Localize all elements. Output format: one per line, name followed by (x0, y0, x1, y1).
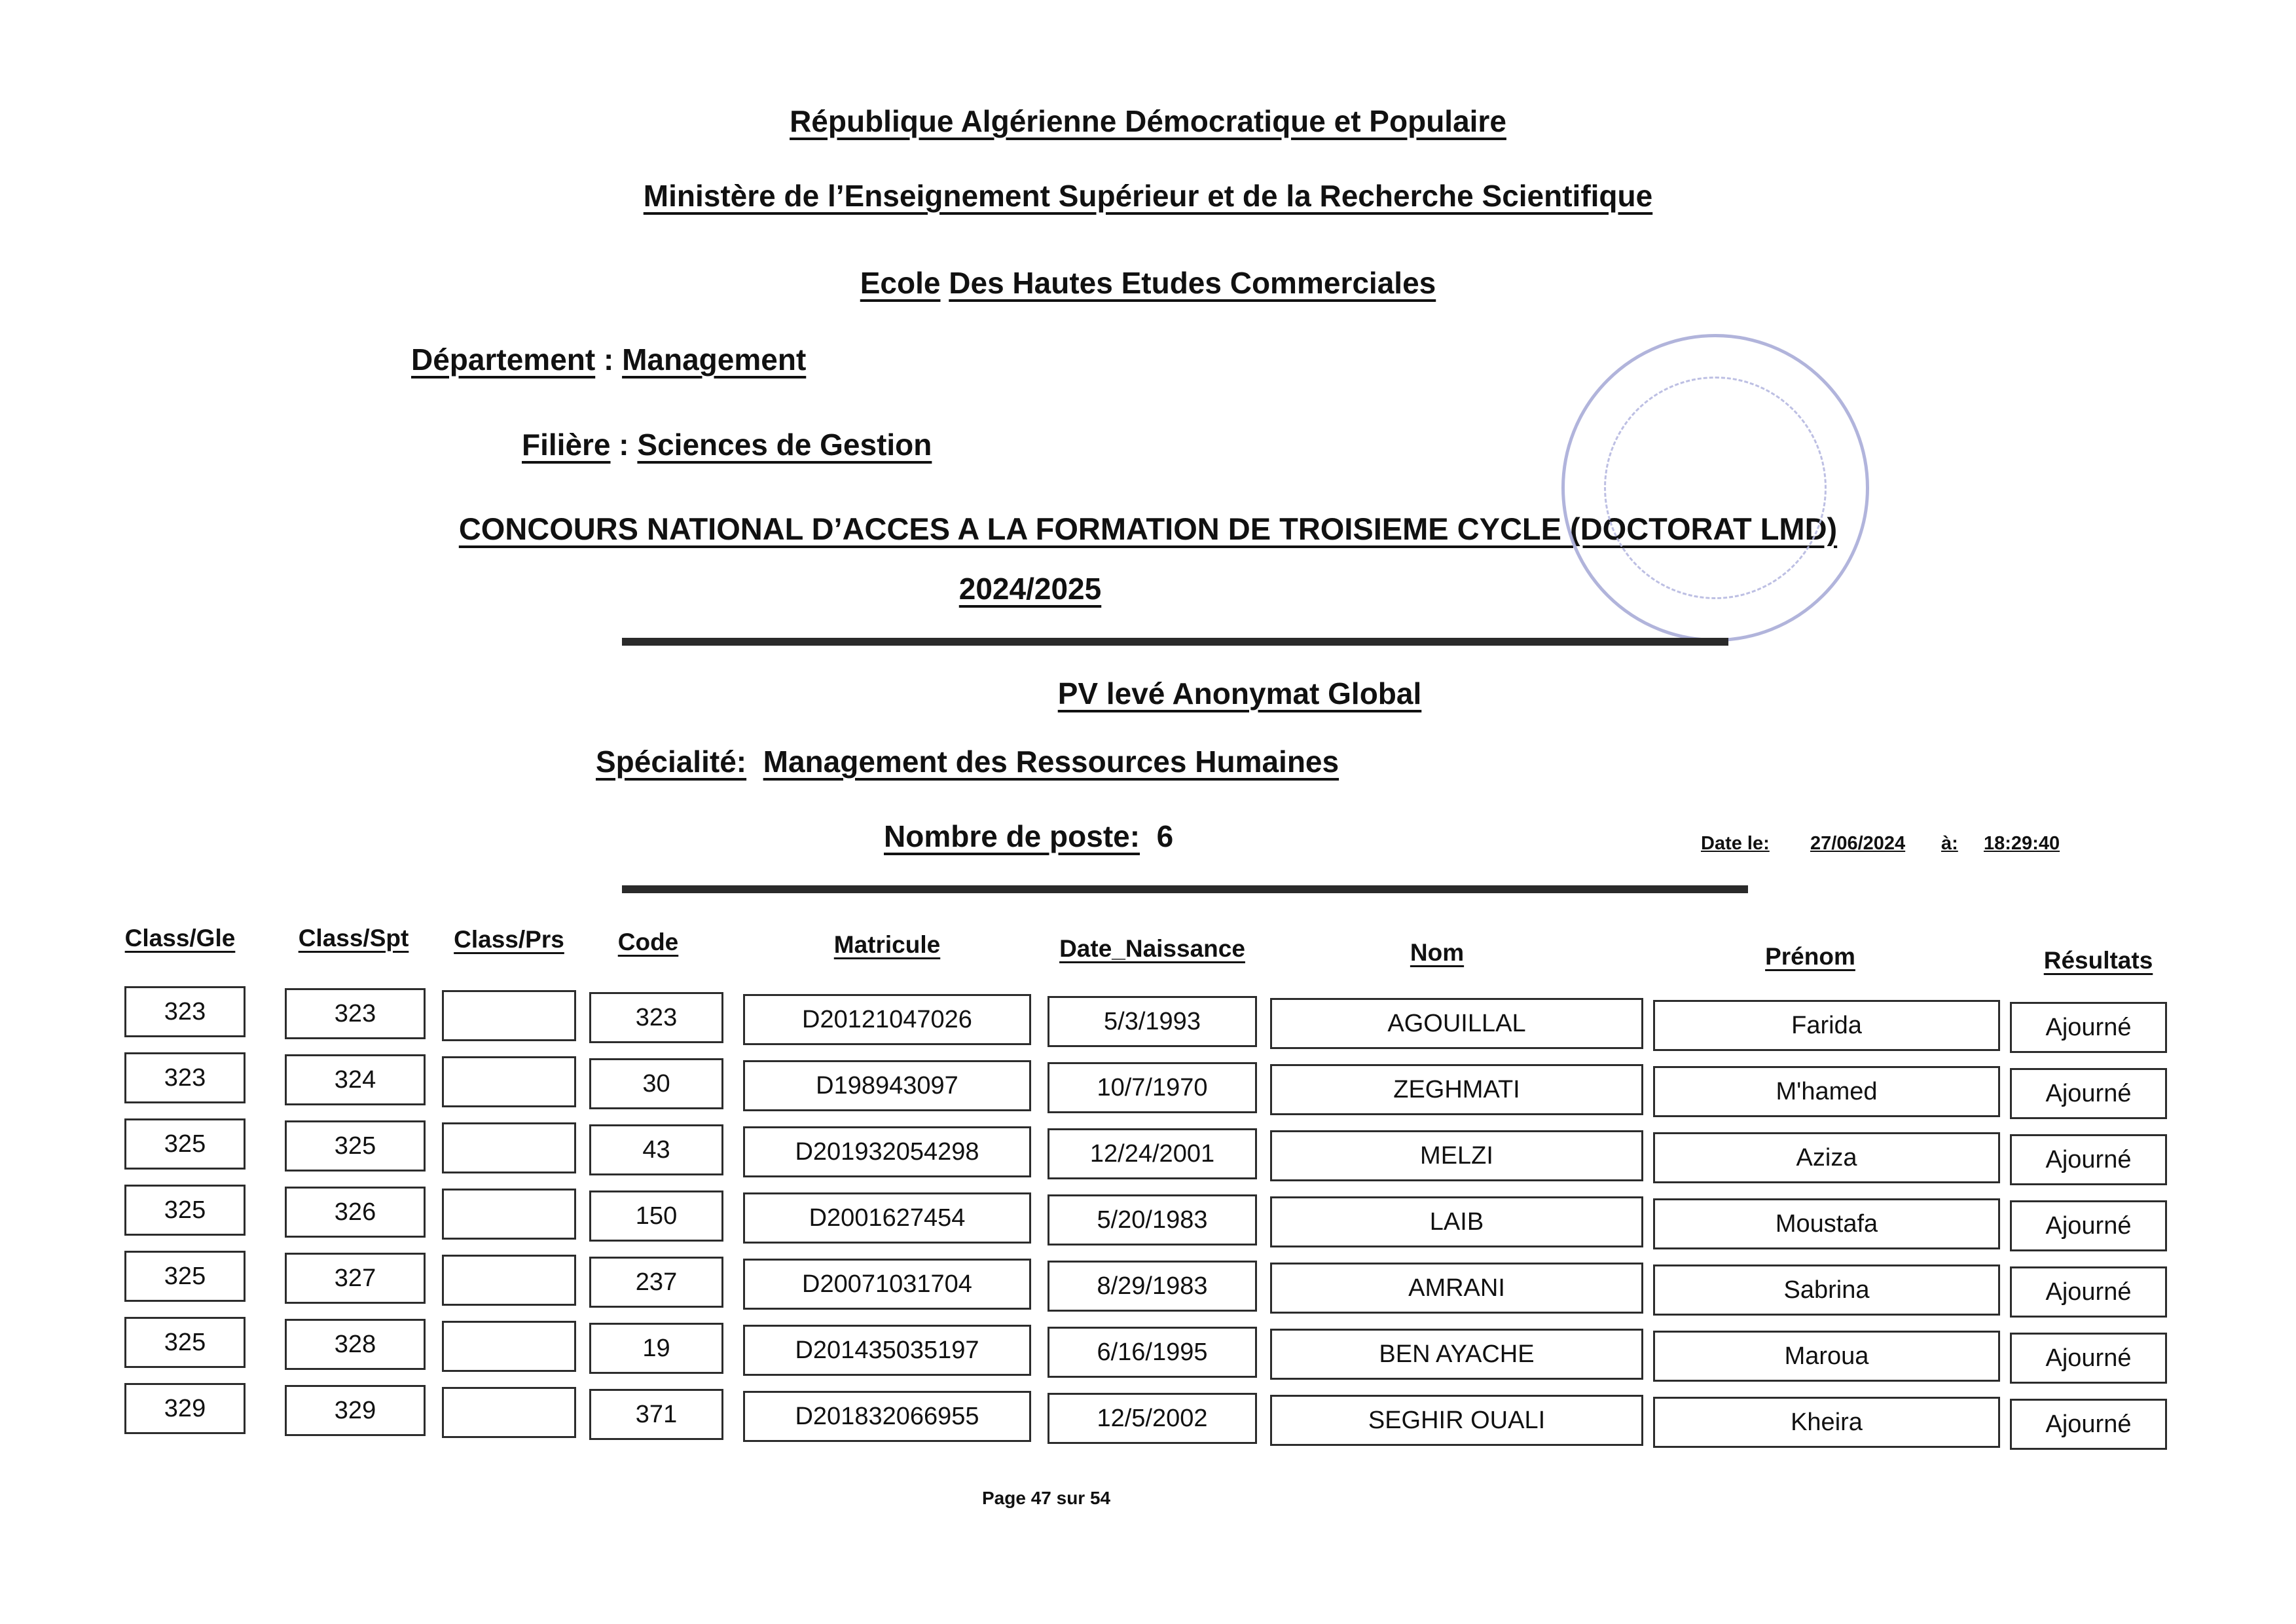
cell-nom: ZEGHMATI (1270, 1064, 1643, 1115)
cell-code: 323 (589, 992, 723, 1043)
cell-matricule: D20071031704 (743, 1259, 1031, 1310)
cell-nom: SEGHIR OUALI (1270, 1395, 1643, 1446)
cell-class-prs (442, 1321, 576, 1372)
cell-class-prs (442, 1056, 576, 1107)
cell-matricule: D201435035197 (743, 1325, 1031, 1376)
cell-date-naissance: 12/5/2002 (1048, 1393, 1257, 1444)
cell-class-spt: 325 (285, 1120, 426, 1172)
cell-class-prs (442, 1189, 576, 1240)
cell-class-prs (442, 990, 576, 1041)
contest-text: CONCOURS NATIONAL D’ACCES A LA FORMATION DE TROISIEME CYCLE (DOCTORAT LMD) (458, 511, 1838, 546)
contest-title (0, 511, 2296, 547)
pv-title-text: PV levé Anonymat Global (1057, 676, 1422, 710)
department-colon: : (603, 342, 614, 377)
cell-date-naissance: 8/29/1983 (1048, 1261, 1257, 1312)
cell-class-gle: 325 (124, 1251, 246, 1302)
column-header-class-spt: Class/Spt (298, 925, 409, 951)
cell-code: 237 (589, 1257, 723, 1308)
column-header-matricule: Matricule (833, 931, 941, 958)
cell-code: 19 (589, 1323, 723, 1374)
school-title (0, 265, 2296, 301)
cell-code: 43 (589, 1124, 723, 1175)
cell-resultats: Ajourné (2010, 1068, 2167, 1119)
cell-code: 30 (589, 1058, 723, 1109)
column-header-class-gle: Class/Gle (124, 925, 236, 951)
cell-class-gle: 325 (124, 1317, 246, 1368)
cell-class-spt: 329 (285, 1385, 426, 1436)
cell-matricule: D198943097 (743, 1060, 1031, 1111)
cell-class-prs (442, 1122, 576, 1173)
time-value: 18:29:40 (1984, 833, 2060, 854)
column-header-class-prs: Class/Prs (454, 926, 564, 953)
cell-class-gle: 323 (124, 1052, 246, 1103)
department-value: Management (622, 342, 807, 377)
republic-title (0, 103, 2296, 139)
year-line (0, 571, 2178, 607)
filiere-label: Filière (522, 428, 611, 462)
header-divider (622, 638, 1728, 646)
cell-resultats: Ajourné (2010, 1333, 2167, 1384)
cell-class-spt: 328 (285, 1319, 426, 1370)
department-line (411, 342, 806, 377)
cell-prenom: Aziza (1653, 1132, 2000, 1183)
time-label: à: (1941, 833, 1958, 854)
cell-matricule: D2001627454 (743, 1192, 1031, 1244)
cell-resultats: Ajourné (2010, 1266, 2167, 1318)
school-label: Ecole (860, 266, 941, 300)
school-name: Des Hautes Etudes Commerciales (949, 266, 1436, 300)
cell-resultats: Ajourné (2010, 1200, 2167, 1251)
postes-label: Nombre de poste: (884, 819, 1140, 853)
cell-matricule: D20121047026 (743, 994, 1031, 1045)
filiere-colon: : (619, 428, 629, 462)
cell-class-prs (442, 1387, 576, 1438)
column-header-resultats: Résultats (2043, 947, 2153, 974)
cell-prenom: Sabrina (1653, 1264, 2000, 1316)
specialite-label: Spécialité: (596, 745, 747, 779)
ministry-text: Ministère de l’Enseignement Supérieur et de la Recherche Scientifique (643, 179, 1653, 213)
cell-nom: LAIB (1270, 1196, 1643, 1247)
page-number: Page 47 sur 54 (982, 1488, 1111, 1508)
cell-class-prs (442, 1255, 576, 1306)
cell-nom: MELZI (1270, 1130, 1643, 1181)
cell-code: 150 (589, 1190, 723, 1242)
cell-class-spt: 323 (285, 988, 426, 1039)
cell-matricule: D201832066955 (743, 1391, 1031, 1442)
cell-prenom: M'hamed (1653, 1066, 2000, 1117)
cell-date-naissance: 6/16/1995 (1048, 1327, 1257, 1378)
cell-class-spt: 324 (285, 1054, 426, 1105)
cell-class-spt: 326 (285, 1187, 426, 1238)
cell-matricule: D201932054298 (743, 1126, 1031, 1177)
specialite-line (596, 744, 1339, 779)
column-header-date-naissance: Date_Naissance (1059, 935, 1245, 962)
postes-value: 6 (1156, 819, 1174, 853)
column-header-prenom: Prénom (1765, 943, 1855, 970)
cell-class-gle: 329 (124, 1383, 246, 1434)
cell-date-naissance: 5/3/1993 (1048, 996, 1257, 1047)
cell-date-naissance: 10/7/1970 (1048, 1062, 1257, 1113)
republic-text: République Algérienne Démocratique et Populaire (790, 104, 1506, 138)
specialite-value: Management des Ressources Humaines (763, 745, 1339, 779)
cell-date-naissance: 12/24/2001 (1048, 1128, 1257, 1179)
cell-prenom: Kheira (1653, 1397, 2000, 1448)
filiere-value: Sciences de Gestion (637, 428, 932, 462)
cell-resultats: Ajourné (2010, 1134, 2167, 1185)
cell-prenom: Farida (1653, 1000, 2000, 1051)
pv-divider (622, 885, 1748, 893)
postes-line (884, 819, 1173, 854)
cell-resultats: Ajourné (2010, 1399, 2167, 1450)
cell-nom: AGOUILLAL (1270, 998, 1643, 1049)
cell-code: 371 (589, 1389, 723, 1440)
cell-prenom: Moustafa (1653, 1198, 2000, 1249)
cell-prenom: Maroua (1653, 1331, 2000, 1382)
cell-resultats: Ajourné (2010, 1002, 2167, 1053)
department-label: Département (411, 342, 596, 377)
filiere-line (522, 427, 932, 462)
year-text: 2024/2025 (958, 572, 1102, 606)
date-label: Date le: (1701, 833, 1770, 854)
date-value: 27/06/2024 (1810, 833, 1906, 854)
cell-class-gle: 325 (124, 1185, 246, 1236)
cell-class-spt: 327 (285, 1253, 426, 1304)
cell-nom: AMRANI (1270, 1263, 1643, 1314)
official-seal-icon (1561, 334, 1869, 642)
column-header-nom: Nom (1410, 939, 1465, 966)
cell-nom: BEN AYACHE (1270, 1329, 1643, 1380)
column-header-code: Code (617, 929, 679, 955)
ministry-title (0, 178, 2296, 214)
cell-date-naissance: 5/20/1983 (1048, 1194, 1257, 1246)
cell-class-gle: 323 (124, 986, 246, 1037)
pv-title (92, 676, 2296, 712)
cell-class-gle: 325 (124, 1118, 246, 1170)
